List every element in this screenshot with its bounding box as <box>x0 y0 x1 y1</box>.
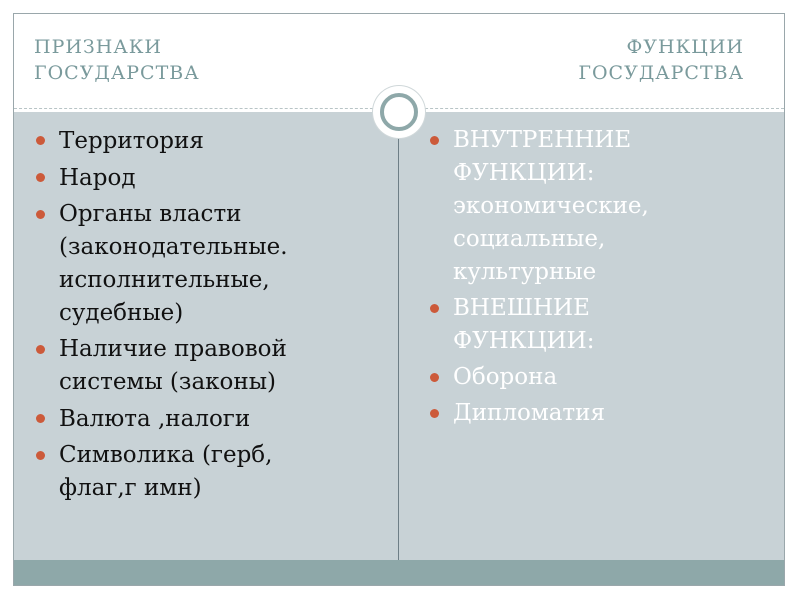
left-column-title <box>34 34 200 86</box>
list-item <box>36 161 386 195</box>
list-item <box>36 124 386 158</box>
bullet-dot-icon <box>36 414 45 423</box>
bullet-dot-icon <box>36 451 45 460</box>
left-title-line-2: ГОСУДАРСТВА <box>34 62 200 84</box>
right-column-title <box>578 34 744 86</box>
list-item-text: системы (законы) <box>59 369 276 395</box>
list-item-text: судебные) <box>59 300 184 326</box>
bullet-dot-icon <box>430 304 439 313</box>
list-item-text: Валюта ,налоги <box>59 406 251 432</box>
list-item <box>430 292 760 358</box>
list-item-text: экономические, <box>453 193 649 219</box>
list-item-text: ФУНКЦИИ: <box>453 160 595 186</box>
list-item-text: культурные <box>453 259 597 285</box>
bullet-dot-icon <box>36 173 45 182</box>
column-divider <box>398 112 399 560</box>
slide-footer-bar <box>14 560 784 585</box>
bullet-dot-icon <box>36 136 45 145</box>
bullet-dot-icon <box>430 136 439 145</box>
list-item <box>430 361 760 394</box>
list-item-text: Народ <box>59 165 136 191</box>
list-item-text: Оборона <box>453 364 558 390</box>
right-title-line-1: ФУНКЦИИ <box>626 36 744 58</box>
list-item-text: ФУНКЦИИ: <box>453 328 595 354</box>
right-bullet-list <box>430 124 760 433</box>
list-item <box>36 402 386 436</box>
bullet-dot-icon <box>36 345 45 354</box>
bullet-dot-icon <box>430 373 439 382</box>
list-item <box>36 198 386 330</box>
list-item-text: Символика (герб, <box>59 442 273 468</box>
bullet-dot-icon <box>430 409 439 418</box>
list-item-text: (законодательные. <box>59 234 288 260</box>
list-item-text: социальные, <box>453 226 606 252</box>
list-item-text: флаг,г имн) <box>59 475 202 501</box>
list-item-text: ВНУТРЕННИЕ <box>453 127 632 153</box>
list-item <box>36 333 386 399</box>
list-item-text: ВНЕШНИЕ <box>453 295 590 321</box>
list-item <box>36 439 386 505</box>
right-title-line-2: ГОСУДАРСТВА <box>578 62 744 84</box>
list-item-text: Территория <box>59 128 204 154</box>
list-item-text: Органы власти <box>59 201 242 227</box>
left-bullet-list <box>36 124 386 508</box>
bullet-dot-icon <box>36 210 45 219</box>
list-item <box>430 397 760 430</box>
list-item <box>430 124 760 289</box>
left-title-line-1: ПРИЗНАКИ <box>34 36 162 58</box>
list-item-text: исполнительные, <box>59 267 270 293</box>
list-item-text: Дипломатия <box>453 400 605 426</box>
list-item-text: Наличие правовой <box>59 336 287 362</box>
